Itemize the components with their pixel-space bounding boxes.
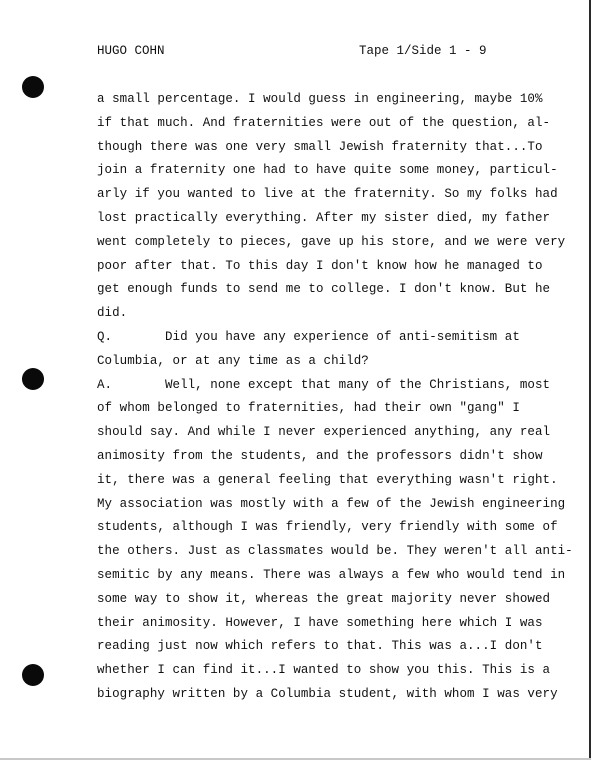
transcript-line: it, there was a general feeling that everything wasn't right. [97, 472, 558, 487]
transcript-line: Q. Did you have any experience of anti-semitism at [97, 330, 520, 344]
transcript-line: biography written by a Columbia student, with whom I was very [97, 687, 558, 701]
transcript-line: should say. And while I never experienced anything, any real [97, 425, 551, 440]
transcript-line: though there was one very small Jewish fraternity that...To [97, 139, 543, 154]
transcript-line: join a fraternity one had to have quite some money, particul- [97, 163, 558, 178]
transcript-line: Columbia, or at any time as a child? [97, 353, 369, 368]
transcript-line: My association was mostly with a few of the Jewish engineering [97, 496, 566, 511]
transcript-line: of whom belonged to fraternities, had their own "gang" I [97, 401, 520, 416]
transcript-line: reading just now which refers to that. This was a...I don't [97, 639, 543, 654]
transcript-line: a small percentage. I would guess in engineering, maybe 10% [97, 92, 543, 106]
transcript-line: get enough funds to send me to college. I don't know. But he [97, 282, 551, 297]
transcript-line: semitic by any means. There was always a few who would tend in [97, 568, 566, 582]
transcript-line: the others. Just as classmates would be. They weren't all anti- [97, 544, 573, 559]
header-tape-page: Tape 1/Side 1 - 9 [359, 44, 487, 58]
transcript-line: lost practically everything. After my sister died, my father [97, 211, 551, 225]
header-name: HUGO COHN [97, 44, 165, 58]
transcript-line: poor after that. To this day I don't know how he managed to [97, 258, 543, 273]
transcript-line: went completely to pieces, gave up his store, and we were very [97, 234, 566, 249]
punch-hole-middle [22, 368, 44, 390]
transcript-line: if that much. And fraternities were out of the question, al- [97, 115, 551, 130]
transcript-line: whether I can find it...I wanted to show you this. This is a [97, 663, 551, 678]
punch-hole-top [22, 76, 44, 98]
transcript-line: students, although I was friendly, very friendly with some of [97, 520, 558, 535]
transcript-line: arly if you wanted to live at the fraternity. So my folks had [97, 187, 558, 202]
punch-hole-bottom [22, 664, 44, 686]
transcript-line: their animosity. However, I have something here which I was [97, 615, 543, 630]
transcript-line: some way to show it, whereas the great majority never showed [97, 591, 551, 606]
transcript-line: animosity from the students, and the professors didn't show [97, 449, 543, 463]
transcript-line: A. Well, none except that many of the Christians, most [97, 377, 551, 392]
transcript-line: did. [97, 306, 128, 321]
